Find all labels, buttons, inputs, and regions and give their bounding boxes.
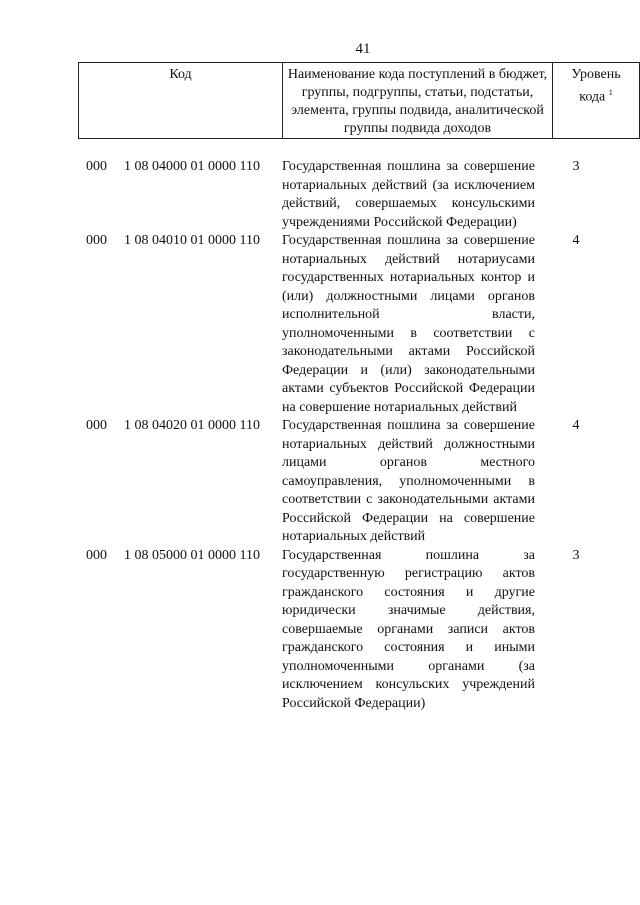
row-name: Государственная пошлина за совершение нотариальных действий нотариусами государственных нотариальных контор и (или) должностными лицами органов исполнительной власти, уполномоченными в соответствии с законодательными актами Российской Федерации и (или) законодательными актами субъектов Российской Федерации на совершение нотариальных действий <box>282 233 535 415</box>
page-number: 41 <box>355 41 371 57</box>
table-row <box>0 417 640 547</box>
header-level <box>553 63 640 139</box>
row-level: 4 <box>572 233 580 248</box>
table-header <box>78 62 640 139</box>
header-name-label: Наименование кода поступлений в бюджет, группы, подгруппы, статьи, подстатьи, элемента, группы подвида, аналитической группы подвида доходов <box>287 67 548 136</box>
header-code-label: Код <box>169 67 192 82</box>
row-name: Государственная пошлина за совершение нотариальных действий (за исключением действий, совершаемых консульскими учреждениями Российской Федерации) <box>282 159 535 230</box>
row-income-code: 1 08 04010 01 0000 110 <box>124 233 260 248</box>
row-name: Государственная пошлина за совершение нотариальных действий должностными лицами органов местного самоуправления, уполномоченными в соответствии с законодательными актами Российской Федерации на совершение нотариальных действий <box>282 418 535 544</box>
row-admin-code: 000 <box>86 159 107 174</box>
table-row <box>0 158 640 232</box>
row-income-code: 1 08 04020 01 0000 110 <box>124 418 260 433</box>
row-level: 3 <box>572 159 580 174</box>
table-body <box>0 158 640 713</box>
header-code <box>79 63 283 139</box>
row-income-code: 1 08 04000 01 0000 110 <box>124 159 260 174</box>
table-row <box>0 547 640 714</box>
footnote-marker: 1 <box>608 88 613 97</box>
header-name <box>283 63 553 139</box>
table-row <box>0 232 640 417</box>
row-admin-code: 000 <box>86 547 107 563</box>
row-admin-code: 000 <box>86 233 107 248</box>
header-level-label: Уровень кода <box>571 67 621 105</box>
row-level: 4 <box>572 418 580 433</box>
row-admin-code: 000 <box>86 418 107 433</box>
row-income-code: 1 08 05000 01 0000 110 <box>124 547 260 563</box>
row-level: 3 <box>572 547 580 563</box>
row-name: Государственная пошлина за государственную регистрацию актов гражданского состояния и другие юридически значимые действия, совершаемые органами записи актов гражданского состояния и иными уполномоченными органами (за исключением консульских учреждений Российской Федерации) <box>282 547 535 711</box>
